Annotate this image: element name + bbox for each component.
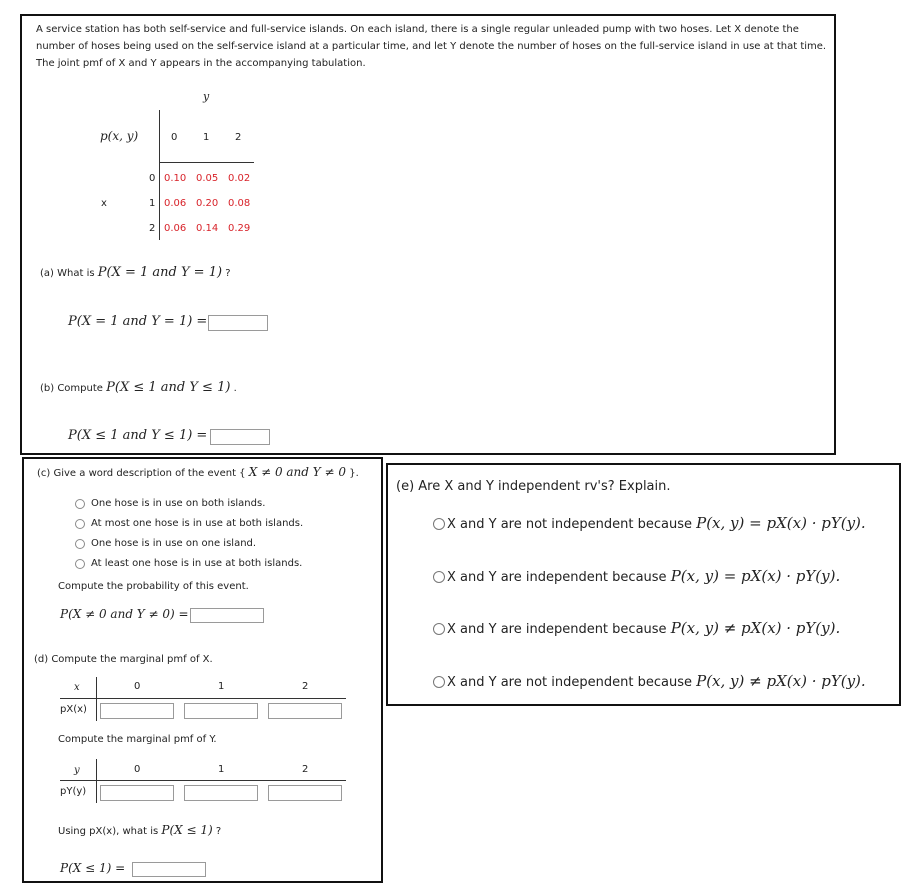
table-vertical-rule (159, 110, 160, 240)
table-cell: 0.05 (196, 173, 219, 184)
part-c-option-radio-2[interactable] (75, 539, 85, 549)
marginal-py-input-0[interactable] (100, 785, 174, 801)
table-cell: 0.20 (196, 198, 219, 209)
question-panel-e (386, 463, 901, 706)
table-cell: 0.29 (228, 223, 251, 234)
part-a-answer-label: P(X = 1 and Y = 1) = (68, 314, 208, 329)
marginal-y-value-1: 1 (218, 764, 225, 775)
part-b-suffix: . (233, 383, 237, 394)
table-cell: 0.06 (164, 223, 187, 234)
part-e-option-2-text: X and Y are independent because (447, 622, 667, 637)
part-c-answer-label: P(X ≠ 0 and Y ≠ 0) = (60, 607, 189, 621)
part-c-answer-input[interactable] (190, 608, 264, 623)
part-b-answer-input[interactable] (210, 429, 270, 445)
table-row-header-0: 0 (149, 173, 156, 184)
part-b-math: P(X ≤ 1 and Y ≤ 1) (106, 380, 231, 395)
marginal-x-header: x (74, 682, 80, 693)
marginal-py-input-1[interactable] (184, 785, 258, 801)
part-a-answer-input[interactable] (208, 315, 268, 331)
part-e-option-2[interactable] (447, 619, 840, 637)
part-e-option-0-text: X and Y are not independent because (447, 517, 692, 532)
part-e-option-1-text: X and Y are independent because (447, 570, 667, 585)
table-col-header-0: 0 (171, 132, 178, 143)
part-e-option-2-math: P(x, y) ≠ pX(x) · pY(y). (670, 619, 841, 637)
part-c-math: X ≠ 0 and Y ≠ 0 (248, 465, 347, 479)
part-c-suffix: }. (349, 468, 359, 479)
part-c-option-radio-3[interactable] (75, 559, 85, 569)
table-cell: 0.06 (164, 198, 187, 209)
question-panel-main (20, 14, 836, 455)
part-c-option-3[interactable]: At least one hose is in use at both islands. (91, 558, 303, 569)
marginal-px-input-1[interactable] (184, 703, 258, 719)
part-b-question (40, 380, 237, 395)
marginal-x-row-label: pX(x) (60, 704, 87, 715)
marginal-py-input-2[interactable] (268, 785, 342, 801)
marginal-x-value-1: 1 (218, 681, 225, 692)
part-d-using-prefix: Using pX(x), what is (58, 826, 159, 837)
marginal-x-value-2: 2 (302, 681, 309, 692)
part-e-option-0-math: P(x, y) = pX(x) · pY(y). (696, 514, 866, 532)
part-d-using-math: P(X ≤ 1) (161, 823, 213, 837)
marginal-y-row-label: pY(y) (60, 786, 87, 797)
table-row-header-1: 1 (149, 198, 156, 209)
part-c-compute-label: Compute the probability of this event. (58, 581, 249, 592)
part-d-title: (d) Compute the marginal pmf of X. (34, 654, 213, 665)
question-panel-c-d (22, 457, 383, 883)
part-c-option-2[interactable]: One hose is in use on one island. (91, 538, 257, 549)
marginal-y-value-2: 2 (302, 764, 309, 775)
marginal-x-value-0: 0 (134, 681, 141, 692)
table-corner-label: p(x, y) (100, 129, 139, 143)
part-d-answer-input[interactable] (132, 862, 206, 877)
marginal-y-header: y (74, 765, 80, 776)
table-cell: 0.14 (196, 223, 219, 234)
part-e-option-radio-2[interactable] (433, 623, 445, 635)
intro-text: A service station has both self-service and full-service islands. On each island, there is a single regular unleaded pump with two hoses. Let X denote the number of hoses being used on the self-service island at a particular time, and let Y denote the number of hoses on the full-service island in use at that time. The joint pmf of X and Y appears in the accompanying tabulation. (36, 24, 827, 69)
part-a-question (40, 265, 231, 280)
part-e-option-radio-0[interactable] (433, 518, 445, 530)
part-c-option-0[interactable]: One hose is in use on both islands. (91, 498, 266, 509)
marginal-y-hrule (60, 780, 346, 781)
part-e-option-1[interactable] (447, 567, 840, 585)
part-d-answer-label: P(X ≤ 1) = (60, 861, 126, 875)
table-col-header-1: 1 (203, 132, 210, 143)
part-e-title: (e) Are X and Y independent rv's? Explain. (396, 479, 671, 494)
part-b-answer-label: P(X ≤ 1 and Y ≤ 1) = (68, 428, 208, 443)
part-e-option-3-math: P(x, y) ≠ pX(x) · pY(y). (696, 672, 866, 690)
part-a-suffix: ? (225, 268, 231, 279)
table-cell: 0.10 (164, 173, 187, 184)
part-e-option-3[interactable] (447, 672, 866, 690)
marginal-x-vrule (96, 677, 97, 721)
table-cell: 0.08 (228, 198, 251, 209)
part-d-using-suffix: ? (215, 826, 222, 837)
table-row-header-2: 2 (149, 223, 156, 234)
part-b-prefix: (b) Compute (40, 383, 103, 394)
table-cell: 0.02 (228, 173, 251, 184)
part-e-option-3-text: X and Y are not independent because (447, 675, 692, 690)
part-d-using-question (58, 823, 221, 837)
marginal-y-value-0: 0 (134, 764, 141, 775)
part-d-y-title: Compute the marginal pmf of Y. (58, 734, 217, 745)
table-col-header-2: 2 (235, 132, 242, 143)
part-e-option-0[interactable] (447, 514, 866, 532)
part-c-question (37, 465, 359, 479)
table-horizontal-rule (159, 162, 254, 163)
marginal-px-input-2[interactable] (268, 703, 342, 719)
part-c-option-1[interactable]: At most one hose is in use at both islands. (91, 518, 304, 529)
part-e-option-radio-3[interactable] (433, 676, 445, 688)
part-e-option-1-math: P(x, y) = pX(x) · pY(y). (670, 567, 841, 585)
table-y-var: y (203, 90, 210, 103)
marginal-x-hrule (60, 698, 346, 699)
part-e-option-radio-1[interactable] (433, 571, 445, 583)
part-c-option-radio-0[interactable] (75, 499, 85, 509)
marginal-y-vrule (96, 759, 97, 803)
part-c-option-radio-1[interactable] (75, 519, 85, 529)
part-a-prefix: (a) What is (40, 268, 95, 279)
part-c-prefix: (c) Give a word description of the event { (37, 468, 246, 479)
part-a-math: P(X = 1 and Y = 1) (97, 265, 223, 280)
marginal-px-input-0[interactable] (100, 703, 174, 719)
table-x-var: x (101, 198, 107, 209)
